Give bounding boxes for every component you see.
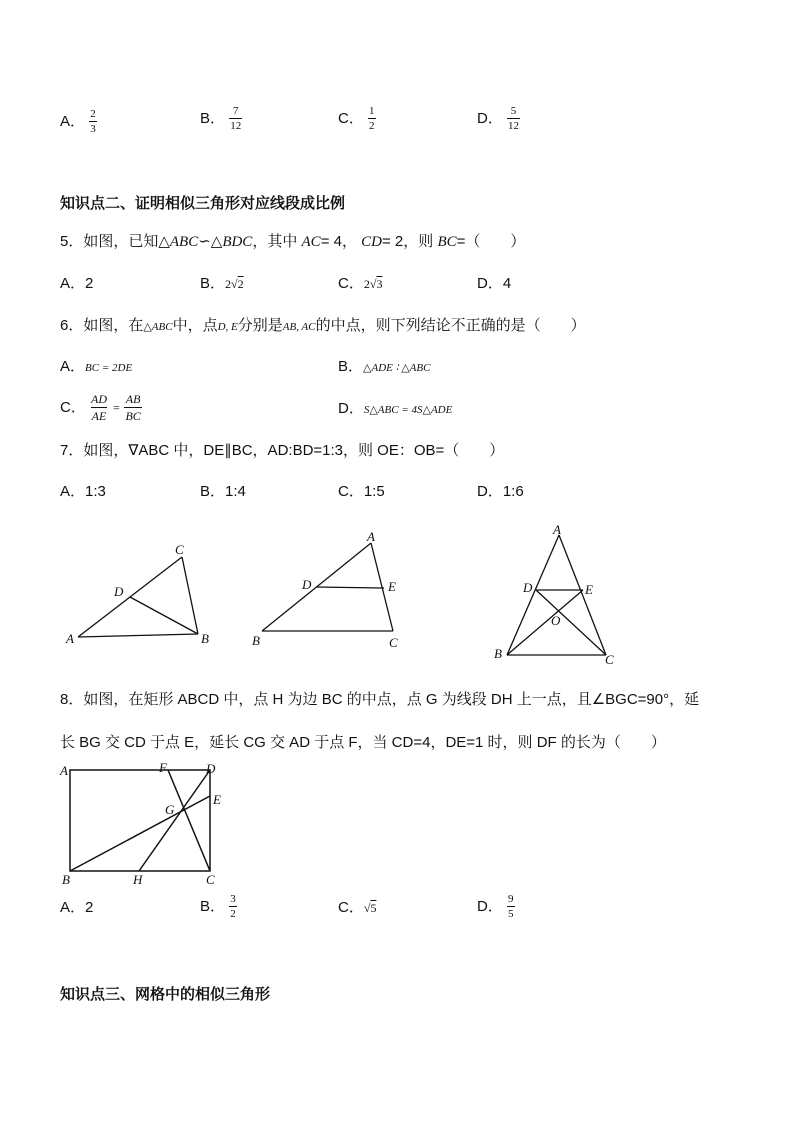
fraction: $\frac{1}{2}$ (369, 105, 375, 132)
vertex-label: D (206, 761, 216, 776)
q4-option-d[interactable] (477, 105, 520, 132)
q6-option-c[interactable]: C． $\frac{AD}{AE}$ = $\frac{AB}{BC}$ (60, 392, 141, 423)
vertex-label: D (114, 584, 124, 599)
figure-q8-rectangle (55, 760, 230, 890)
q8-option-b[interactable]: B． $\frac{3}{2}$ (200, 893, 236, 920)
q8-option-a[interactable]: A．2 (60, 899, 94, 916)
fraction: $\frac{2}{3}$ (90, 108, 96, 135)
vertex-label: C (175, 542, 184, 557)
vertex-label: E (388, 579, 396, 594)
q4-option-a[interactable] (60, 108, 97, 135)
fraction: $\frac{AD}{AE}$ (91, 392, 108, 423)
vertex-label: O (551, 613, 561, 628)
fraction: $\frac{7}{12}$ (230, 105, 242, 132)
vertex-label: D (302, 577, 312, 592)
vertex-label: A (367, 529, 375, 544)
vertex-label: A (553, 522, 561, 537)
q6-option-d[interactable]: D．S△ABC = 4S△ADE (338, 400, 453, 417)
q4-option-c[interactable] (338, 105, 376, 132)
vertex-label: B (252, 633, 260, 648)
section-heading-2: 知识点二、证明相似三角形对应线段成比例 (60, 195, 346, 212)
vertex-label: F (159, 760, 167, 775)
q4-option-b[interactable] (200, 105, 242, 132)
vertex-label: E (585, 582, 593, 597)
vertex-label: A (66, 631, 74, 646)
figure-q5-triangle (60, 540, 220, 650)
vertex-label: B (201, 631, 209, 646)
radical-expr: √5 (363, 901, 377, 915)
vertex-label: B (62, 872, 70, 887)
vertex-label: B (494, 646, 502, 661)
question-8-line-1: 8．如图，在矩形 ABCD 中，点 H 为边 BC 的中点，点 G 为线段 DH 上一点，且∠BGC=90°，延 (60, 691, 700, 708)
question-5-stem: 5．如图，已知△ABC∽△BDC，其中 AC= 4， CD= 2，则 BC=（ ） (60, 233, 526, 250)
figure-q7-triangle (488, 520, 628, 668)
vertex-label: C (389, 635, 398, 650)
q5-option-d[interactable]: D．4 (477, 275, 512, 292)
vertex-label: E (213, 792, 221, 807)
fraction: $\frac{AB}{BC}$ (125, 392, 141, 423)
q7-option-d[interactable]: D．1:6 (477, 483, 524, 500)
q5-option-a[interactable]: A．2 (60, 275, 94, 292)
q5-option-c[interactable]: C．2√3 (338, 275, 383, 292)
q7-option-c[interactable]: C．1:5 (338, 483, 385, 500)
radical-expr: 2√3 (363, 277, 383, 291)
q8-option-c[interactable]: C．√5 (338, 899, 377, 916)
vertex-label: C (206, 872, 215, 887)
similar-expr: △ABC∽△BDC (158, 234, 253, 250)
section-heading-3: 知识点三、网格中的相似三角形 (60, 986, 271, 1003)
q7-option-a[interactable]: A．1:3 (60, 483, 106, 500)
figure-q6-triangle (245, 525, 415, 655)
vertex-label: A (60, 763, 68, 778)
vertex-label: D (523, 580, 533, 595)
q7-option-b[interactable]: B．1:4 (200, 483, 246, 500)
option-label: D． (477, 109, 503, 127)
fraction: $\frac{5}{12}$ (508, 105, 520, 132)
q8-option-d[interactable]: D． $\frac{9}{5}$ (477, 893, 514, 920)
q5-option-b[interactable]: B．2√2 (200, 275, 244, 292)
fraction: $\frac{9}{5}$ (508, 893, 514, 920)
vertex-label: G (165, 802, 175, 817)
question-6-stem: 6．如图，在△ABC中，点D, E分别是AB, AC的中点，则下列结论不正确的是（ ） (60, 317, 586, 334)
vertex-label: C (605, 652, 614, 667)
vertex-label: H (133, 872, 143, 887)
question-8-line-2: 长 BG 交 CD 于点 E，延长 CG 交 AD 于点 F，当 CD=4，DE=1 时，则 DF 的长为（ ） (60, 734, 666, 751)
question-7-stem: 7．如图，∇ABC 中，DE∥BC，AD:BD=1:3，则 OE：OB=（ ） (60, 442, 505, 459)
option-label: B． (200, 109, 226, 127)
option-label: A． (60, 112, 86, 130)
radical-expr: 2√2 (225, 277, 244, 291)
q6-option-b[interactable]: B．△ADE ∶ △ABC (338, 358, 431, 375)
fraction: $\frac{3}{2}$ (230, 893, 236, 920)
q6-option-a[interactable]: A．BC = 2DE (60, 358, 133, 375)
option-label: C． (338, 109, 364, 127)
